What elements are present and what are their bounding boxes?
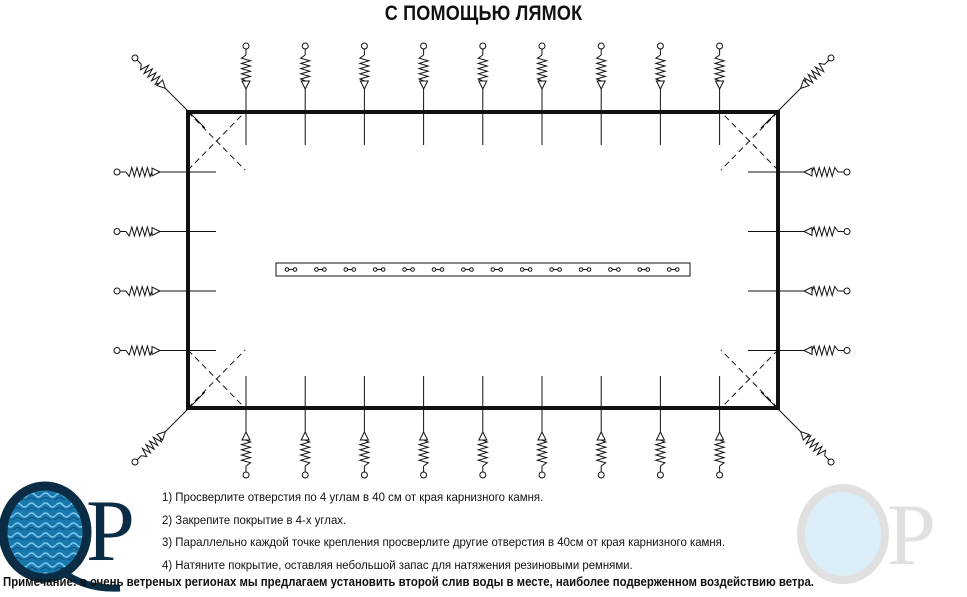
drain-hole [667,268,671,272]
instruction-item: 3) Параллельно каждой точке крепления просверлите другие отверстия в 40см от края карнизного камня. [162,535,726,549]
bottom-strap [538,376,547,478]
drain-hole [315,268,319,272]
top-strap [301,43,310,145]
bottom-strap [478,376,487,478]
drain-hole [470,268,474,272]
drain-hole [440,268,444,272]
strap-group [114,43,850,478]
drain-hole [499,268,503,272]
instruction-item: 4) Натяните покрытие, оставляя небольшой запас для натяжения резиновыми ремнями. [162,557,633,572]
right-strap [748,168,850,177]
corner-dashed-lines [188,112,778,408]
drain-hole [587,268,591,272]
drain-hole [675,268,679,272]
top-strap [242,43,251,145]
drain-hole [550,268,554,272]
drain-hole [381,268,385,272]
instruction-item: 1) Просверлите отверстия по 4 углам в 40 см от края карнизного камня. [162,490,544,504]
svg-text:P: P [887,487,936,584]
top-strap [597,43,606,145]
right-strap [748,227,850,236]
instruction-item: 2) Закрепите покрытие в 4-х углах. [162,512,347,527]
drain-hole [285,268,289,272]
top-strap [478,43,487,145]
drain-hole [638,268,642,272]
bottom-strap [419,376,428,478]
top-strap [538,43,547,145]
drain-hole [646,268,650,272]
drain-hole [462,268,466,272]
left-strap [114,346,216,355]
drain-hole [323,268,327,272]
pool-cover-outline [188,112,778,408]
drain-hole [617,268,621,272]
corner-strap [758,53,836,131]
svg-text:P: P [86,483,135,580]
instruction-list [162,488,774,578]
drain-hole [579,268,583,272]
top-strap [715,43,724,145]
drain-hole [491,268,495,272]
bottom-strap [656,376,665,478]
top-strap [360,43,369,145]
drain-hole [403,268,407,272]
drain-hole [293,268,297,272]
top-strap [419,43,428,145]
corner-strap [130,53,208,131]
drain-hole [432,268,436,272]
corner-strap [130,389,208,467]
qp-logo-watermark [795,480,967,597]
top-strap [656,43,665,145]
page-title: С ПОМОЩЬЮ ЛЯМОК [384,2,583,25]
drain-hole [520,268,524,272]
wind-note: Примечание: в очень ветреных регионах мы предлагаем установить второй слив воды в месте, наиболее подверженном воздействию ветра. [3,575,814,589]
drain-hole [352,268,356,272]
drain-hole [609,268,613,272]
bottom-strap [242,376,251,478]
drain-hole [344,268,348,272]
corner-strap [758,389,836,467]
bottom-strap [597,376,606,478]
bottom-strap [715,376,724,478]
bottom-strap [301,376,310,478]
drain-strip [276,263,690,276]
drain-hole [411,268,415,272]
drain-hole [558,268,562,272]
drain-hole [373,268,377,272]
left-strap [114,227,216,236]
right-strap [748,346,850,355]
bottom-strap [360,376,369,478]
left-strap [114,168,216,177]
left-strap [114,287,216,296]
drain-hole [528,268,532,272]
right-strap [748,287,850,296]
